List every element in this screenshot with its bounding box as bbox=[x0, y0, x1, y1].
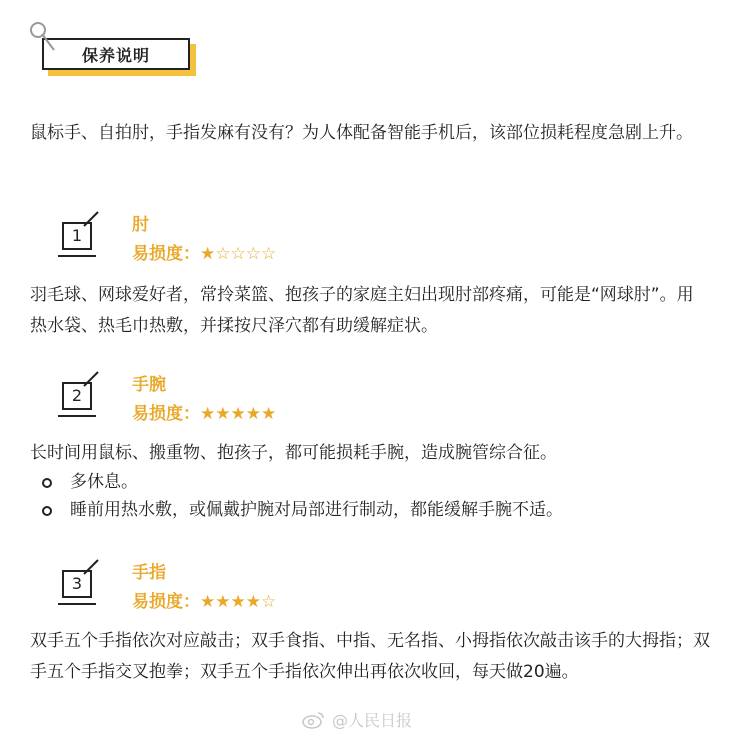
number-deco-icon bbox=[56, 558, 108, 610]
watermark-text: @人民日报 bbox=[332, 711, 413, 730]
weibo-icon bbox=[302, 710, 326, 730]
section-2-body: 长时间用鼠标、搬重物、抱孩子，都可能损耗手腕，造成腕管综合征。 bbox=[30, 443, 557, 463]
list-item: 睡前用热水敷，或佩戴护腕对局部进行制动，都能缓解手腕不适。 bbox=[40, 496, 563, 524]
difficulty-label: 易损度： bbox=[132, 404, 200, 424]
difficulty-row bbox=[132, 239, 276, 264]
intro-paragraph: 鼠标手、自拍肘，手指发麻有没有？为人体配备智能手机后，该部位损耗程度急剧上升。 bbox=[30, 123, 693, 143]
section-3-body: 双手五个手指依次对应敲击；双手食指、中指、无名指、小拇指依次敲击该手的大拇指；双手五个手指交叉抱拳；双手五个手指依次伸出再依次收回，每天做20遍。 bbox=[30, 631, 710, 682]
difficulty-label: 易损度： bbox=[132, 592, 200, 612]
section-number: 1 bbox=[62, 222, 92, 250]
section-2-header bbox=[56, 370, 376, 440]
section-title: 肘 bbox=[132, 215, 149, 235]
star-rating: ★☆☆☆☆ bbox=[200, 244, 277, 264]
section-3-header bbox=[56, 558, 376, 628]
number-deco-icon bbox=[56, 370, 108, 422]
star-rating: ★★★★★ bbox=[200, 404, 277, 424]
pin-icon bbox=[24, 16, 64, 56]
section-title: 手腕 bbox=[132, 375, 166, 395]
difficulty-label: 易损度： bbox=[132, 244, 200, 264]
difficulty-row bbox=[132, 587, 276, 612]
section-title: 手指 bbox=[132, 563, 166, 583]
list-item: 多休息。 bbox=[40, 468, 563, 496]
section-1-body: 羽毛球、网球爱好者，常拎菜篮、抱孩子的家庭主妇出现肘部疼痛，可能是“网球肘”。用热水袋、热毛巾热敷，并揉按尺泽穴都有助缓解症状。 bbox=[30, 285, 694, 336]
section-number: 2 bbox=[62, 382, 92, 410]
number-deco-icon bbox=[56, 210, 108, 262]
section-1-header bbox=[56, 210, 376, 280]
watermark bbox=[302, 708, 412, 731]
section-2-bullets bbox=[40, 468, 563, 524]
section-number: 3 bbox=[62, 570, 92, 598]
section-header-tag bbox=[42, 38, 196, 74]
difficulty-row bbox=[132, 399, 276, 424]
header-title: 保养说明 bbox=[42, 38, 190, 70]
star-rating: ★★★★☆ bbox=[200, 592, 277, 612]
